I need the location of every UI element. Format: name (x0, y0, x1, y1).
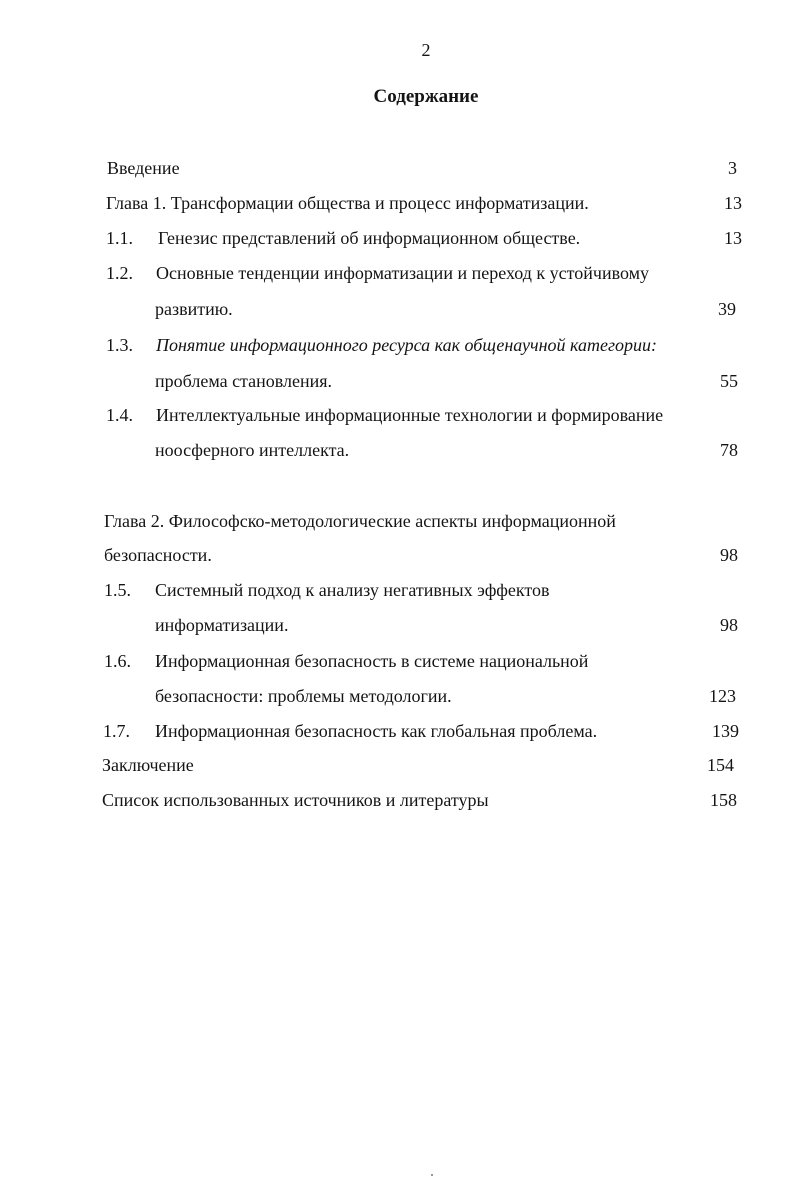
toc-chapter2-page: 98 (720, 545, 738, 565)
toc-s1-5-number: 1.5. (104, 580, 131, 600)
toc-conclusion-page: 154 (707, 755, 734, 775)
toc-intro-page: 3 (728, 158, 737, 178)
toc-s1-5-line1: Системный подход к анализу негативных эффектов (155, 580, 550, 600)
toc-s1-4-number: 1.4. (106, 405, 133, 425)
toc-s1-2-page: 39 (718, 299, 736, 319)
toc-intro-label: Введение (107, 158, 180, 178)
toc-s1-6-line2: безопасности: проблемы методологии. (155, 686, 452, 706)
toc-s1-7-label: Информационная безопасность как глобальная проблема. (155, 721, 598, 741)
toc-s1-5-page: 98 (720, 615, 738, 635)
toc-conclusion-label: Заключение (102, 755, 194, 775)
toc-s1-2-number: 1.2. (106, 263, 133, 283)
toc-s1-3-number: 1.3. (106, 335, 133, 355)
toc-chapter2-line1: Глава 2. Философско-методологические аспекты информационной (104, 511, 616, 531)
toc-s1-1-number: 1.1. (106, 228, 133, 248)
page-number: 2 (421, 40, 431, 60)
toc-s1-6-number: 1.6. (104, 651, 131, 671)
toc-s1-4-line1: Интеллектуальные информационные технологии и формирование (156, 405, 664, 425)
toc-s1-7-page: 139 (712, 721, 739, 741)
toc-s1-3-line1: Понятие информационного ресурса как общенаучной категории: (156, 335, 658, 355)
toc-s1-6-line1: Информационная безопасность в системе национальной (155, 651, 589, 671)
toc-s1-4-line2: ноосферного интеллекта. (155, 440, 350, 460)
toc-chapter2-line2: безопасности. (104, 545, 212, 565)
toc-s1-2-line2: развитию. (155, 299, 233, 319)
toc-references-page: 158 (710, 790, 737, 810)
toc-s1-1-label: Генезис представлений об информационном обществе. (158, 228, 581, 248)
toc-s1-5-line2: информатизации. (155, 615, 289, 635)
toc-s1-4-page: 78 (720, 440, 738, 460)
toc-s1-3-page: 55 (720, 371, 738, 391)
toc-chapter1-label: Глава 1. Трансформации общества и процесс информатизации. (106, 193, 589, 213)
toc-s1-2-line1: Основные тенденции информатизации и переход к устойчивому (156, 263, 650, 283)
scan-speck (431, 1174, 433, 1176)
toc-s1-1-page: 13 (724, 228, 742, 248)
page-title: Содержание (373, 86, 479, 107)
toc-s1-7-number: 1.7. (103, 721, 130, 741)
toc-chapter1-page: 13 (724, 193, 742, 213)
toc-s1-3-line2: проблема становления. (155, 371, 333, 391)
toc-references-label: Список использованных источников и литературы (102, 790, 489, 810)
toc-s1-6-page: 123 (709, 686, 736, 706)
